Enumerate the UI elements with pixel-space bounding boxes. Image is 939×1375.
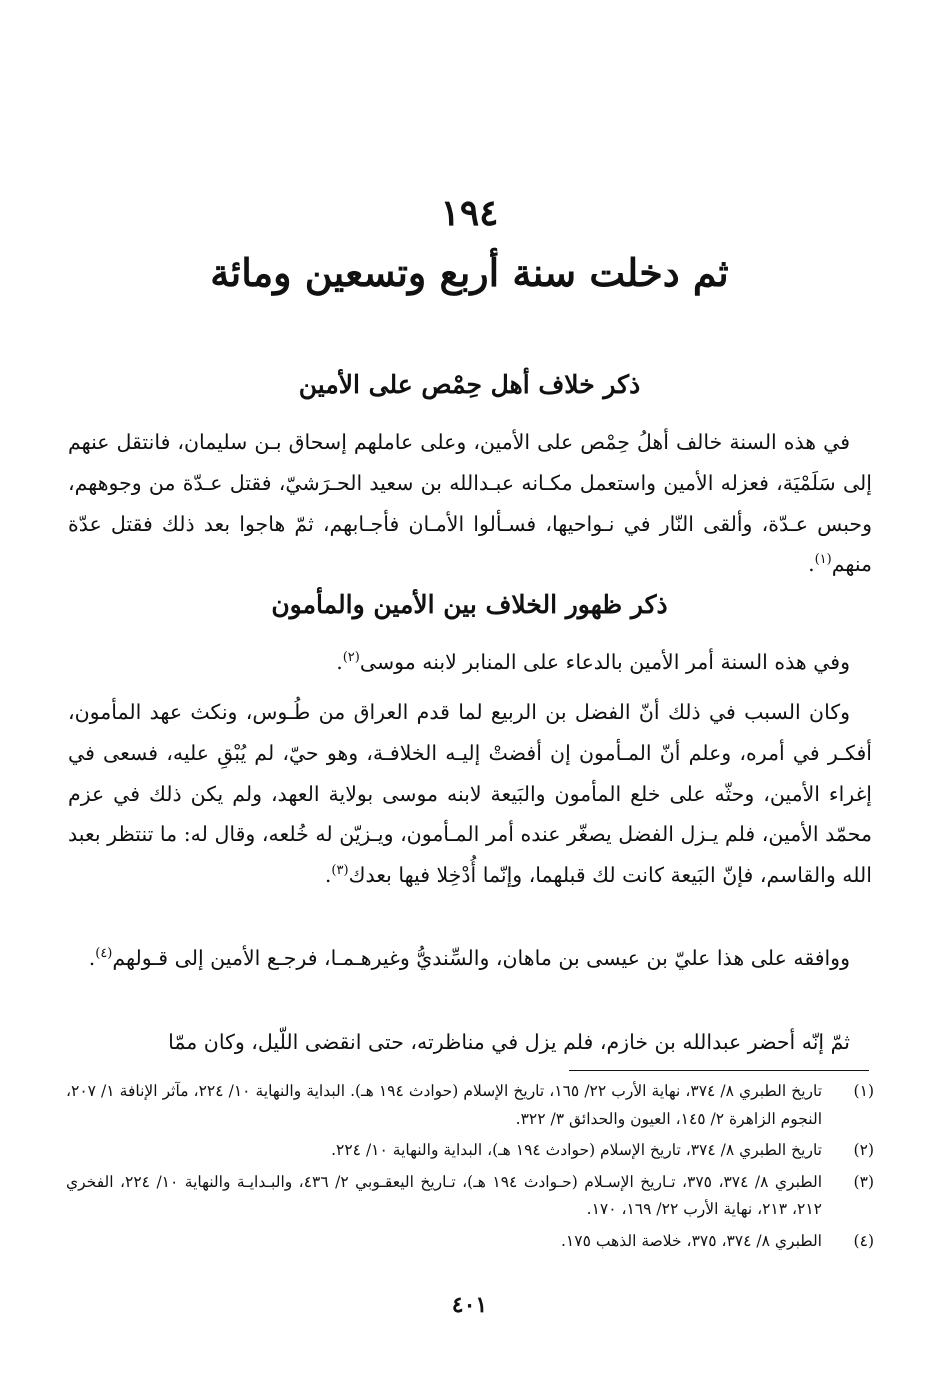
paragraph [68,1022,872,1063]
paragraph-text: ثمّ إنّه أحضر عبدالله بن خازم، فلم يزل في مناظرته، حتى انقضى اللّيل، وكان ممّا [168,1030,850,1054]
section-title-homs: ذكر خلاف أهل حِمْص على الأمين [298,370,641,399]
chapter-title: ثم دخلت سنة أربع وتسعين ومائة [210,250,729,295]
footnote-marker: (٣) [331,863,349,879]
footnote-marker: (٤) [95,946,113,962]
footnote [66,1228,874,1256]
footnote-divider [569,1070,869,1071]
paragraph: وكان السبب في ذلك أنّ الفضل بن الربيع لما قدم العراق من طُـوس، ونكث عهد المأمون، أفكـر في أمره، وعلم أنّ المـأمون إن أفضتْ إليـه الخلافـة، وهو حيّ، لم يُبْقِ عليه، فسعى في إغراء الأمين، وحثّه على خلع المأمون والبَيعة لابنه موسى بولاية العهد، ولم يكن ذلك في عزم محمّد الأمين، فلم يـزل الفضل يصغّر عنده أمر المـأمون، ويـزيّن له خُلعه، وقال له: ما تنتظر بعبد الله والقاسم، فإنّ البَيعة كانت لك قبلهما، وإنّما أُدْخِلا فيها بعدك$^{(٣)}$. [68,700,872,888]
paragraph-text: وفي هذه السنة أمر الأمين بالدعاء على المنابر لابنه موسى [359,650,850,674]
footnote [66,1169,874,1224]
footnote-marker: (٢) [342,650,360,666]
paragraph-text: في هذه السنة خالف أهلُ حِمْص على الأمين، وعلى عاملهم إسحاق بـن سليمان، فانتقل عنهم إلى سَلَمْيَة، فعزله الأمين واستعمل مكـانه عبـدالله بن سعيد الحـرَشيّ، فقتل عـدّة من وجوههم، وحبس عـدّة، وألقى النّار في نـواحيها، فسـألوا الأمـان فأجـابهم، ثمّ هاجوا بعد ذلك فقتل عدّة منهم [68,430,872,577]
paragraph-text: ووافقه على هذا عليّ بن عيسى بن ماهان، والسِّنديُّ وغيرهـمـا، فرجـع الأمين إلى قـولهم [112,946,850,970]
page-number: ٤٠١ [451,1292,488,1318]
year-number: ١٩٤ [440,192,499,234]
paragraph: في هذه السنة خالف أهلُ حِمْص على الأمين، وعلى عاملهم إسحاق بـن سليمان، فانتقل عنهم إلى سَلَمْيَة، فعزله الأمين واستعمل مكـانه عبـدالله بن سعيد الحـرَشيّ، فقتل عـدّة من وجوههم، وحبس عـدّة، وألقى النّار في نـواحيها، فسـألوا الأمـان فأجـابهم، ثمّ هاجوا بعد ذلك فقتل عدّة منهم$^{(١)}$. [68,430,872,577]
footnote-number: (٤) [853,1231,874,1250]
footnotes [66,1078,874,1259]
footnote [66,1078,874,1133]
paragraph-text: وكان السبب في ذلك أنّ الفضل بن الربيع لما قدم العراق من طُـوس، ونكث عهد المأمون، أفكـر في أمره، وعلم أنّ المـأمون إن أفضتْ إليـه الخلافـة، وهو حيّ، لم يُبْقِ عليه، فسعى في إغراء الأمين، وحثّه على خلع المأمون والبَيعة لابنه موسى بولاية العهد، ولم يكن ذلك في عزم محمّد الأمين، فلم يـزل الفضل يصغّر عنده أمر المـأمون، ويـزيّن له خُلعه، وقال له: ما تنتظر بعبد الله والقاسم، فإنّ البَيعة كانت لك قبلهما، وإنّما أُدْخِلا فيها بعدك [68,700,872,888]
footnote-text: الطبري ٨/ ٣٧٤، ٣٧٥، تـاريخ الإسـلام (حـوادث ١٩٤ هـ)، تـاريخ اليعقـوبي ٢/ ٤٣٦، والبـدايـة والنهاية ١٠/ ٢٢٤، الفخري ٢١٢، ٢١٣، نهاية الأرب ٢٢/ ١٦٩، ١٧٠. [66,1172,822,1218]
footnote [66,1137,874,1165]
paragraph: وفي هذه السنة أمر الأمين بالدعاء على المنابر لابنه موسى$^{(٢)}$. [336,650,850,674]
footnote-marker: (١) [814,552,832,568]
section-title-conflict: ذكر ظهور الخلاف بين الأمين والمأمون [271,590,668,619]
footnote-text: تاريخ الطبري ٨/ ٣٧٤، تاريخ الإسلام (حوادث ١٩٤ هـ)، البداية والنهاية ١٠/ ٢٢٤. [331,1141,822,1159]
footnote-number: (٣) [853,1172,874,1191]
footnote-text: تاريخ الطبري ٨/ ٣٧٤، نهاية الأرب ٢٢/ ١٦٥، تاريخ الإسلام (حوادث ١٩٤ هـ). البداية والنهاية ١٠/ ٢٢٤، مآثر الإنافة ١/ ٢٠٧، النجوم الزاهرة ٢/ ١٤٥، العيون والحدائق ٣/ ٣٢٢. [66,1082,823,1128]
paragraph: ووافقه على هذا عليّ بن عيسى بن ماهان، والسِّنديُّ وغيرهـمـا، فرجـع الأمين إلى قـولهم$^{(٤)}$. [88,946,850,970]
footnote-text: الطبري ٨/ ٣٧٤، ٣٧٥، خلاصة الذهب ١٧٥. [560,1231,822,1250]
footnote-number: (١) [853,1082,874,1100]
footnote-number: (٢) [853,1141,874,1159]
